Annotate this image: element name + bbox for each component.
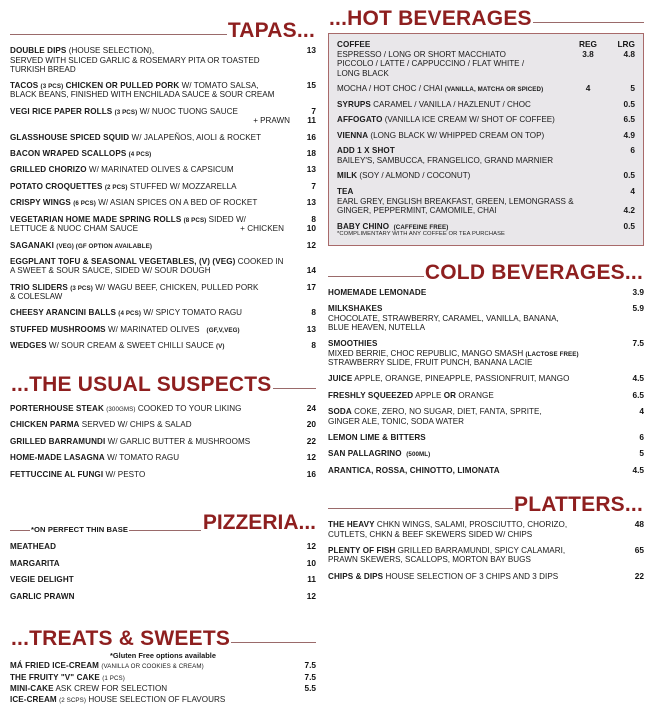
item-desc: CHKN WINGS, SALAMI, PROSCIUTTO, CHORIZO, [374, 520, 568, 530]
menu-item[interactable] [328, 572, 644, 581]
item-price: 22 [634, 570, 644, 581]
item-qty: (2 SCPS) [59, 697, 87, 705]
gluten-free-note: *Gluten Free options available [110, 651, 216, 661]
item-qty: (VANILLA, MATCHA OR SPICED) [444, 86, 544, 94]
treats-items [10, 661, 316, 705]
item-line3: PICCOLO / LATTE / CAPPUCCINO / FLAT WHITE / [337, 59, 525, 69]
item-price: 7.5 [632, 338, 644, 349]
item-price: 13 [306, 197, 316, 208]
item-name: EGGPLANT TOFU & SEASONAL VEGETABLES, (V) (VEG) [10, 257, 236, 267]
menu-item[interactable] [10, 107, 316, 126]
item-price-reg: 3.8 [582, 48, 594, 59]
menu-item[interactable] [337, 40, 635, 78]
menu-item[interactable] [10, 341, 316, 350]
item-name: MINI-CAKE [10, 683, 54, 693]
item-name: JUICE [328, 374, 353, 384]
item-line2: BLACK BEANS, FINISHED WITH ENCHILADA SAUCE & SOUR CREAM [10, 90, 275, 100]
menu-item[interactable] [10, 198, 316, 207]
item-desc: (VANILLA ICE CREAM W/ SHOT OF COFFEE) [382, 115, 555, 125]
item-qty: (8 PCS) [183, 216, 207, 224]
item-name: ICE-CREAM [10, 695, 57, 705]
item-line2: CHOCOLATE, STRAWBERRY, CARAMEL, VANILLA, BANANA, [328, 313, 559, 323]
header-rule [10, 34, 227, 35]
item-price: 5.5 [304, 682, 316, 693]
item-price: 7.5 [304, 671, 316, 682]
item-desc: ASK CREW FOR SELECTION [53, 683, 168, 693]
section-header-tapas [10, 20, 316, 42]
item-line3: BLUE HEAVEN, NUTELLA [328, 323, 426, 333]
item-price: 5 [639, 448, 644, 459]
menu-item[interactable] [328, 391, 644, 400]
menu-item[interactable] [337, 131, 635, 141]
item-qty: (CAFFEINE FREE) [393, 223, 449, 231]
menu-item[interactable] [10, 257, 316, 276]
item-desc: HOUSE SELECTION OF FLAVOURS [86, 695, 226, 705]
menu-item[interactable] [10, 559, 316, 568]
item-desc: (SOY / ALMOND / COCONUT) [357, 171, 471, 181]
item-name: STUFFED MUSHROOMS [10, 324, 106, 334]
item-line3: TURKISH BREAD [10, 64, 76, 74]
item-price-lrg: 5 [630, 83, 635, 94]
item-name: COFFEE [337, 40, 371, 50]
item-desc: W/ TOMATO RAGU [104, 453, 180, 463]
item-desc: W/ MARINATED OLIVES & CAPSICUM [86, 165, 234, 175]
item-desc: COOKED IN [235, 257, 284, 267]
item-name: HOMEMADE LEMONADE [328, 288, 427, 298]
header-rule-left [10, 530, 30, 531]
section-title-usual-suspects: ...THE USUAL SUSPECTS [11, 372, 272, 396]
item-name: ADD 1 X SHOT [337, 146, 395, 156]
item-price: 15 [306, 79, 316, 90]
item-name: SAGANAKI [10, 240, 54, 250]
item-name: PLENTY OF FISH [328, 545, 396, 555]
item-line2: PRAWN SKEWERS, SCALLOPS, MORTON BAY BUGS [328, 555, 531, 565]
item-price: 8 [311, 307, 316, 318]
item-price: 12 [306, 452, 316, 463]
item-name: BACON WRAPED SCALLOPS [10, 148, 127, 158]
item-price-lrg: 4.9 [623, 129, 635, 140]
item-line3: STRAWBERRY SLIDE, FRUIT PUNCH, BANANA LACIE [328, 358, 533, 368]
menu-item[interactable] [10, 420, 316, 429]
item-qty: (4 PCS) [118, 310, 142, 318]
section-title-platters: PLATTERS... [514, 493, 643, 517]
item-desc: W/ WAGU BEEF, CHICKEN, PULLED PORK [92, 282, 259, 292]
item-price: 20 [306, 419, 316, 430]
item-qty: (300GMS) [106, 405, 136, 413]
pizzeria-subtitle: *ON PERFECT THIN BASE [31, 525, 129, 535]
menu-item[interactable] [10, 325, 316, 334]
item-name: CHEESY ARANCINI BALLS [10, 308, 116, 318]
item-price: 12 [306, 590, 316, 601]
item-qty: (6 PCS) [73, 200, 96, 208]
item-name: PORTERHOUSE STEAK [10, 403, 104, 413]
menu-item[interactable] [10, 684, 316, 693]
header-rule [231, 642, 316, 643]
item-desc: COOKED TO YOUR LIKING [135, 403, 242, 413]
item-price: 8 [311, 213, 316, 224]
item-price: 12 [306, 239, 316, 250]
item-name: AFFOGATO [337, 115, 383, 125]
item-desc: W/ TOMATO SALSA, [179, 80, 259, 90]
cold-beverages-items [328, 288, 644, 475]
item-name2: OR [443, 390, 457, 400]
pizzeria-items [10, 542, 316, 601]
menu-item[interactable] [10, 592, 316, 601]
item-name: SMOOTHIES [328, 339, 378, 349]
item-line2: ESPRESSO / LONG OR SHORT MACCHIATO [337, 49, 506, 59]
item-name: MILK [337, 171, 358, 181]
item-line2: SERVED WITH SLICED GARLIC & ROSEMARY PITA OR TOASTED [10, 55, 260, 65]
hot-beverages-box [328, 33, 644, 246]
item-price: 22 [306, 435, 316, 446]
menu-item[interactable] [10, 542, 316, 551]
item-desc: HOUSE SELECTION OF 3 CHIPS AND 3 DIPS [383, 571, 559, 581]
header-rule [328, 276, 424, 277]
item-desc: STUFFED W/ MOZZARELLA [127, 181, 237, 191]
item-line2-qty: (LACTOSE FREE) [525, 350, 579, 358]
menu-item[interactable] [337, 100, 635, 110]
item-note: *COMPLIMENTARY WITH ANY COFFEE OR TEA PURCHASE [337, 231, 506, 238]
menu-item[interactable] [10, 182, 316, 191]
item-price: 16 [306, 131, 316, 142]
menu-item[interactable] [10, 133, 316, 142]
header-rule [328, 508, 513, 509]
item-price-lrg: 4 [630, 186, 635, 197]
item-desc: MOCHA / HOT CHOC / CHAI [337, 84, 443, 94]
item-price-lrg: 0.5 [623, 170, 635, 181]
item-qty: (3 PCS) [70, 284, 93, 292]
section-header-platters [328, 494, 644, 516]
item-addon-label: + PRAWN [253, 116, 290, 126]
item-price: 4.5 [632, 464, 644, 475]
item-price: 16 [306, 468, 316, 479]
menu-item[interactable] [337, 115, 635, 125]
platters-items [328, 520, 644, 581]
item-price-reg: 4 [585, 83, 591, 94]
section-header-treats [10, 628, 316, 650]
item-desc: SIDED W/ [206, 214, 246, 224]
header-rule [533, 22, 644, 23]
item-desc: APPLE, ORANGE, PINEAPPLE, PASSIONFRUIT, MANGO [352, 374, 570, 384]
item-name: ARANTICA, ROSSA, CHINOTTO, LIMONATA [328, 465, 500, 475]
item-name: POTATO CROQUETTES [10, 181, 103, 191]
item-line2: CUTLETS, CHKN & BEEF SKEWERS SIDED W/ CHIPS [328, 529, 533, 539]
menu-item[interactable] [10, 165, 316, 174]
section-header-pizzeria [10, 512, 316, 534]
menu-item[interactable] [337, 146, 635, 165]
item-name: TEA [337, 187, 354, 197]
item-price-lrg-2: 4.2 [623, 205, 635, 216]
item-price: 10 [306, 557, 316, 568]
menu-item[interactable] [337, 84, 635, 94]
item-price: 8 [311, 340, 316, 351]
item-desc: GRILLED BARRAMUNDI, SPICY CALAMARI, [395, 545, 566, 555]
item-name: LEMON LIME & BITTERS [328, 432, 426, 442]
item-name: GLASSHOUSE SPICED SQUID [10, 132, 130, 142]
item-price: 7 [311, 105, 316, 116]
menu-item[interactable] [10, 308, 316, 317]
item-qty: (3 PCS) [114, 108, 138, 116]
item-price: 6 [639, 431, 644, 442]
item-line2: LETTUCE & NUOC CHAM SAUCE [10, 224, 139, 234]
item-name2: CHICKEN OR PULLED PORK [65, 80, 180, 90]
item-price: 5.9 [632, 303, 644, 314]
item-price: 13 [306, 164, 316, 175]
item-name: TRIO SLIDERS [10, 282, 68, 292]
item-desc: (LONG BLACK W/ WHIPPED CREAM ON TOP) [368, 130, 545, 140]
menu-item[interactable] [10, 673, 316, 682]
item-price-lrg: 4.8 [623, 48, 635, 59]
menu-item[interactable] [10, 215, 316, 234]
item-price-lrg: 0.5 [623, 220, 635, 231]
menu-item[interactable] [10, 149, 316, 158]
item-name: HOME-MADE LASAGNA [10, 453, 105, 463]
item-price: 17 [306, 281, 316, 292]
menu-item[interactable] [10, 404, 316, 413]
item-price: 7 [311, 180, 316, 191]
menu-item[interactable] [10, 241, 316, 250]
header-rule [273, 388, 316, 389]
item-line2: A SWEET & SOUR SAUCE, SIDED W/ SOUR DOUGH [10, 266, 211, 276]
item-price-lrg: 6 [630, 145, 635, 156]
item-name: MEATHEAD [10, 542, 57, 552]
item-desc: W/ PESTO [103, 469, 146, 479]
item-desc: CARAMEL / VANILLA / HAZLENUT / CHOC [370, 99, 531, 109]
menu-item[interactable] [328, 546, 644, 565]
section-title-treats: ...TREATS & SWEETS [11, 627, 231, 651]
item-name: BABY CHINO [337, 221, 390, 231]
item-name: CHIPS & DIPS [328, 571, 384, 581]
usual-suspects-items [10, 404, 316, 479]
menu-item[interactable] [328, 339, 644, 367]
menu-item[interactable] [10, 575, 316, 584]
item-name: VEGETARIAN HOME MADE SPRING ROLLS [10, 214, 182, 224]
item-line3: GINGER, PEPPERMINT, CAMOMILE, CHAI [337, 206, 497, 216]
item-name: GRILLED CHORIZO [10, 165, 87, 175]
item-name: TACOS [10, 80, 39, 90]
menu-item[interactable] [328, 466, 644, 475]
item-addon-label: + CHICKEN [240, 224, 284, 234]
header-rule-right [129, 530, 201, 531]
item-qty: (500ML) [406, 451, 431, 459]
item-line2: EARL GREY, ENGLISH BREAKFAST, GREEN, LEMONGRASS & [337, 196, 574, 206]
item-desc: W/ MARINATED OLIVES [105, 324, 200, 334]
item-qty-tail: (GF,V,VEG) [206, 326, 240, 334]
item-line2: MIXED BERRIE, CHOC REPUBLIC, MANGO SMASH [328, 348, 524, 358]
item-desc: W/ NUOC TUONG SAUCE [137, 106, 238, 116]
menu-item[interactable] [328, 449, 644, 458]
item-name: VIENNA [337, 130, 369, 140]
item-name: VEGIE DELIGHT [10, 575, 74, 585]
item-name: SODA [328, 407, 352, 417]
item-desc: W/ ASIAN SPICES ON A BED OF ROCKET [95, 198, 258, 208]
section-title-pizzeria: PIZZERIA... [202, 511, 316, 535]
item-desc: W/ SOUR CREAM & SWEET CHILLI SAUCE [46, 341, 214, 351]
right-column [324, 0, 650, 700]
menu-item[interactable] [328, 433, 644, 442]
item-price: 3.9 [632, 287, 644, 298]
menu-item[interactable] [10, 283, 316, 302]
item-name: MILKSHAKES [328, 304, 383, 314]
item-name: THE FRUITY "V" CAKE [10, 672, 100, 682]
menu-item[interactable] [10, 437, 316, 446]
item-desc: W/ GARLIC BUTTER & MUSHROOMS [105, 436, 251, 446]
section-header-usual-suspects [10, 374, 316, 396]
item-price: 18 [306, 147, 316, 158]
menu-item[interactable] [10, 46, 316, 74]
item-desc: SERVED W/ CHIPS & SALAD [79, 420, 192, 430]
item-desc: W/ SPICY TOMATO RAGU [141, 308, 243, 318]
item-name: GARLIC PRAWN [10, 591, 75, 601]
item-price: 4.5 [632, 373, 644, 384]
item-name: CRISPY WINGS [10, 198, 71, 208]
item-name: SYRUPS [337, 99, 371, 109]
item-qty: (2 PCS) [104, 183, 128, 191]
menu-item[interactable] [328, 288, 644, 297]
menu-item[interactable] [337, 187, 635, 216]
item-price: 13 [306, 45, 316, 56]
section-title-hot-beverages: ...HOT BEVERAGES [329, 7, 532, 30]
item-price: 11 [307, 574, 316, 585]
menu-item[interactable] [10, 453, 316, 462]
menu-item[interactable] [328, 520, 644, 539]
item-desc: APPLE [413, 390, 444, 400]
item-line2: BAILEY'S, SAMBUCCA, FRANGELICO, GRAND MARNIER [337, 156, 554, 166]
section-header-hot-beverages [328, 8, 644, 30]
item-price-lrg: 0.5 [623, 98, 635, 109]
item-qty: (VEG) (GF OPTION AVAILABLE) [56, 242, 153, 250]
item-qty: (VANILLA OR COOKIES & CREAM) [101, 663, 204, 671]
item-line4: LONG BLACK [337, 68, 389, 78]
item-price: 48 [634, 519, 644, 530]
item-name: WEDGES [10, 341, 47, 351]
item-qty: (3 PCS) [40, 82, 64, 90]
item-desc: (HOUSE SELECTION), [66, 46, 155, 56]
menu-item[interactable] [337, 171, 635, 181]
menu-item[interactable] [10, 81, 316, 100]
item-price-lrg: 6.5 [623, 114, 635, 125]
item-name: FRESHLY SQUEEZED [328, 390, 414, 400]
item-desc: W/ JALAPEÑOS, AIOLI & ROCKET [129, 132, 262, 142]
item-addon-price: 11 [307, 115, 316, 126]
left-column [0, 0, 324, 705]
column-header-lrg: LRG [617, 39, 635, 50]
menu-item[interactable] [328, 407, 644, 426]
item-name: THE HEAVY [328, 520, 375, 530]
item-qty: (4 PCS) [128, 150, 152, 158]
item-addon-price: 10 [306, 223, 316, 234]
item-price: 12 [306, 541, 316, 552]
item-price: 7.5 [304, 660, 316, 671]
menu-item[interactable] [328, 374, 644, 383]
item-qty-tail: (V) [216, 343, 225, 351]
item-desc2: ORANGE [456, 390, 494, 400]
section-title-tapas: TAPAS... [227, 19, 315, 42]
item-name: CHICKEN PARMA [10, 420, 80, 430]
item-price: 65 [634, 544, 644, 555]
menu-item[interactable] [328, 304, 644, 332]
item-price: 6.5 [632, 389, 644, 400]
item-desc: COKE, ZERO, NO SUGAR, DIET, FANTA, SPRITE, [351, 407, 542, 417]
item-name: MÁ FRIED ICE-CREAM [10, 661, 100, 671]
item-price: 4 [639, 406, 644, 417]
tapas-items [10, 46, 316, 351]
item-name: DOUBLE DIPS [10, 46, 67, 56]
item-name: SAN PALLAGRINO [328, 449, 402, 459]
item-price: 13 [306, 323, 316, 334]
item-line2: & COLESLAW [10, 292, 63, 302]
column-header-reg: REG [579, 39, 597, 50]
item-line2: GINGER ALE, TONIC, SODA WATER [328, 416, 464, 426]
item-name: GRILLED BARRAMUNDI [10, 436, 106, 446]
item-price: 24 [306, 402, 316, 413]
menu-item[interactable] [10, 661, 316, 670]
menu-item[interactable] [10, 470, 316, 479]
item-qty: (1 PCS) [102, 674, 125, 682]
section-title-cold-beverages: COLD BEVERAGES... [424, 260, 643, 284]
menu-item[interactable] [337, 222, 635, 238]
item-name: VEGI RICE PAPER ROLLS [10, 106, 113, 116]
item-name: FETTUCCINE AL FUNGI [10, 469, 104, 479]
menu-item[interactable] [10, 695, 316, 704]
item-price: 14 [306, 265, 316, 276]
item-name: MARGARITA [10, 558, 60, 568]
section-header-cold-beverages [328, 262, 644, 284]
